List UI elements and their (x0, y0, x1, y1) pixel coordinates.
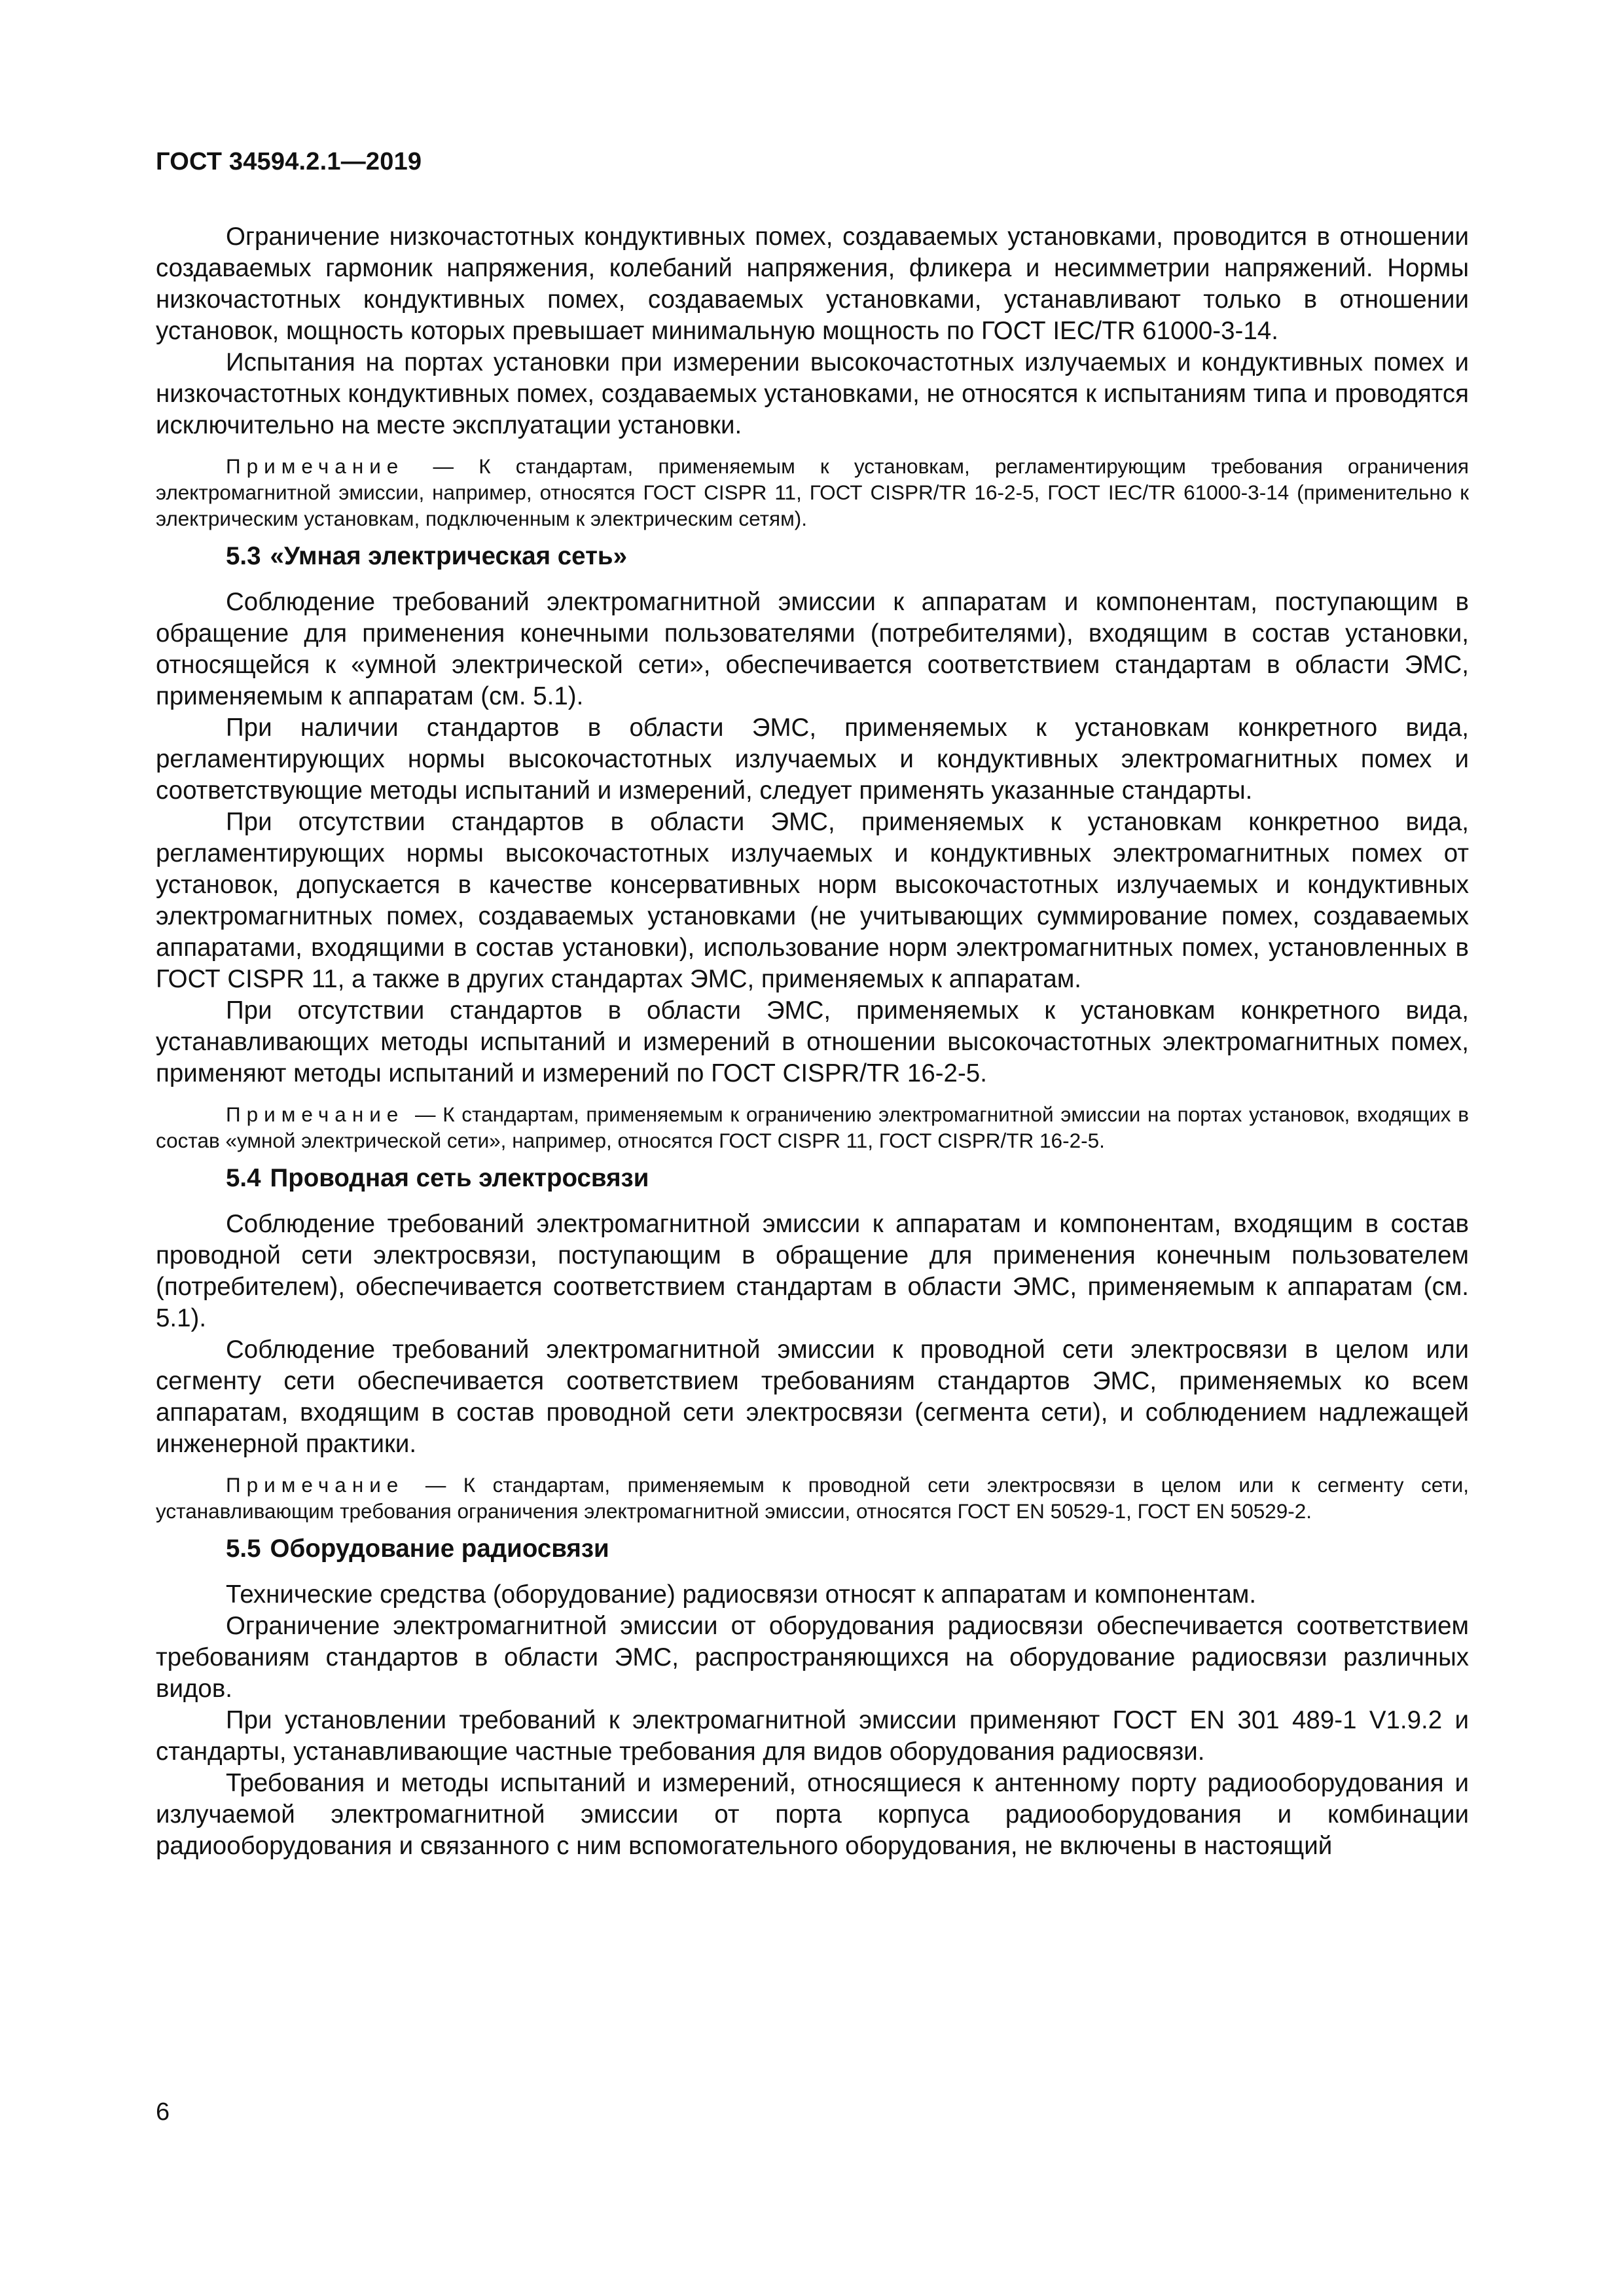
paragraph: Испытания на портах установки при измерении высокочастотных излучаемых и кондуктивных помех и низкочастотных кондуктивных помех, создаваемых установками, не относятся к испытаниям типа и проводятся исключительно на месте эксплуатации установки. (156, 348, 1469, 439)
note (156, 1101, 1469, 1154)
paragraph: Требования и методы испытаний и измерений, относящиеся к антенному порту радиооборудования и излучаемой электромагнитной эмиссии от порта корпуса радиооборудования и комбинации радиооборудования и связанного с ним вспомогательного оборудования, не включены в настоящий (156, 1769, 1469, 1860)
note-text: — К стандартам, применяемым к установкам, регламентирующим требования ограничения электромагнитной эмиссии, например, относятся ГОСТ CISPR 11, ГОСТ CISPR/TR 16-2-5, ГОСТ IEC/TR 61000-3-14 (применительно к электрическим установкам, подключенным к электрическим сетям). (156, 454, 1469, 530)
note-text: — К стандартам, применяемым к ограничению электромагнитной эмиссии на портах установок, входящих в состав «умной электрической сети», например, относятся ГОСТ CISPR 11, ГОСТ CISPR/TR 16-2-5. (156, 1102, 1469, 1152)
section-heading-5-4 (156, 1163, 1469, 1194)
note-label: Примечание (226, 1473, 405, 1497)
paragraph: Ограничение низкочастотных кондуктивных помех, создаваемых установками, проводится в отношении создаваемых гармоник напряжения, колебаний напряжения, фликера и несимметрии напряжений. Нормы низкочастотных кондуктивных помех, создаваемых установками, устанавливают только в отношении установок, мощность которых превышает минимальную мощность по ГОСТ IEC/TR 61000-3-14. (156, 223, 1469, 345)
note (156, 453, 1469, 532)
paragraph: Технические средства (оборудование) радиосвязи относят к аппаратам и компонентам. (226, 1580, 1257, 1609)
note-text: — К стандартам, применяемым к проводной сети электросвязи в целом или к сегменту сети, устанавливающим требования ограничения электромагнитной эмиссии, относятся ГОСТ EN 50529-1, ГОСТ EN 50529-2. (156, 1473, 1469, 1523)
section-heading-5-5 (156, 1533, 1469, 1565)
paragraph: При наличии стандартов в области ЭМС, применяемых к установкам конкретного вида, регламентирующих нормы высокочастотных излучаемых и кондуктивных электромагнитных помех и соответствующие методы испытаний и измерений, следует применять указанные стандарты. (156, 714, 1469, 805)
paragraph: Соблюдение требований электромагнитной эмиссии к аппаратам и компонентам, поступающим в обращение для применения конечными пользователями (потребителями), входящим в состав установки, относящейся к «умной электрической сети», обеспечивается соответствием стандартам в области ЭМС, применяемым к аппаратам (см. 5.1). (156, 588, 1469, 710)
paragraph: При отсутствии стандартов в области ЭМС, применяемых к установкам конкретного вида, устанавливающих методы испытаний и измерений в отношении высокочастотных электромагнитных помех, применяют методы испытаний и измерений по ГОСТ CISPR/TR 16-2-5. (156, 996, 1469, 1087)
section-number: 5.3 (226, 542, 261, 570)
note-label: Примечание (226, 1102, 405, 1126)
paragraph: При установлении требований к электромагнитной эмиссии применяют ГОСТ EN 301 489-1 V1.9.2 и стандарты, устанавливающие частные требования для видов оборудования радиосвязи. (156, 1706, 1469, 1766)
section-number: 5.4 (226, 1164, 261, 1192)
section-heading-5-3 (156, 541, 1469, 572)
section-number: 5.5 (226, 1535, 261, 1563)
note (156, 1472, 1469, 1524)
note-label: Примечание (226, 454, 405, 478)
standard-code: ГОСТ 34594.2.1—2019 (156, 148, 422, 175)
page-number: 6 (156, 2098, 170, 2126)
paragraph: Ограничение электромагнитной эмиссии от оборудования радиосвязи обеспечивается соответствием требованиям стандартов в области ЭМС, распространяющихся на оборудование радиосвязи различных видов. (156, 1612, 1469, 1703)
paragraph: При отсутствии стандартов в области ЭМС, применяемых к установкам конкретноо вида, регламентирующих нормы высокочастотных излучаемых и кондуктивных электромагнитных помех от установок, допускается в качестве консервативных норм высокочастотных излучаемых и кондуктивных электромагнитных помех, создаваемых установками (не учитывающих суммирование помех, создаваемых аппаратами, входящими в состав установки), использование норм электромагнитных помех, установленных в ГОСТ CISPR 11, а также в других стандартах ЭМС, применяемых к аппаратам. (156, 808, 1469, 993)
section-title: Оборудование радиосвязи (270, 1535, 609, 1563)
page-content (156, 221, 1469, 1862)
section-title: Проводная сеть электросвязи (270, 1164, 649, 1192)
section-title: «Умная электрическая сеть» (270, 542, 628, 570)
paragraph: Соблюдение требований электромагнитной эмиссии к аппаратам и компонентам, входящим в состав проводной сети электросвязи, поступающим в обращение для применения конечным пользователем (потребителем), обеспечивается соответствием стандартам в области ЭМС, применяемым к аппаратам (см. 5.1). (156, 1210, 1469, 1332)
paragraph: Соблюдение требований электромагнитной эмиссии к проводной сети электросвязи в целом или сегменту сети обеспечивается соответствием требованиям стандартов ЭМС, применяемых ко всем аппаратам, входящим в состав проводной сети электросвязи (сегмента сети), и соблюдением надлежащей инженерной практики. (156, 1336, 1469, 1458)
